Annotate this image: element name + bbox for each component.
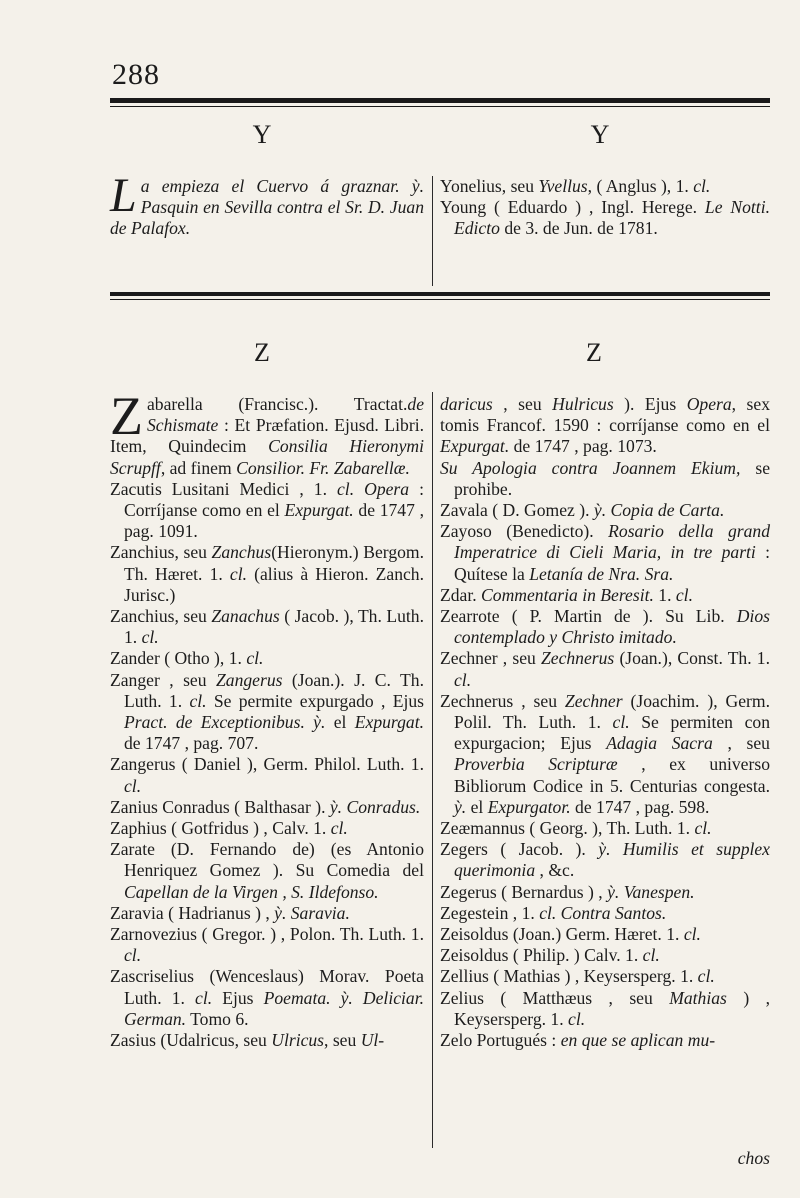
entry-text: el	[325, 712, 355, 733]
top-rule-thin	[110, 106, 770, 107]
index-entry	[440, 585, 770, 606]
italic-text: ỳ. Saravia.	[274, 902, 350, 923]
italic-text: cl.	[683, 924, 701, 945]
entry-text: Zegerus ( Bernardus ) ,	[440, 881, 608, 902]
index-entry	[110, 924, 424, 966]
index-entry	[440, 818, 770, 839]
entry-text: de 3. de Jun. de 1781.	[499, 218, 658, 239]
italic-text: Expurgat.	[440, 436, 510, 457]
section-letter-right-y: Y	[590, 120, 610, 149]
italic-text: Zangerus	[215, 669, 283, 690]
entry-text: Zayoso (Benedicto).	[440, 521, 609, 542]
entry-text: Zanius Conradus ( Balthasar ).	[110, 796, 330, 817]
italic-text: cl.	[612, 712, 630, 733]
section-letter-left-y: Y	[252, 120, 272, 149]
index-entry	[110, 670, 424, 755]
italic-text: cl.	[229, 563, 248, 584]
entry-text: Ejus	[212, 987, 264, 1008]
italic-text: cl.	[141, 627, 159, 648]
index-entry	[440, 458, 770, 500]
italic-text: ỳ. Vanespen.	[607, 881, 695, 902]
index-entry	[440, 394, 770, 458]
italic-text: cl.	[330, 818, 348, 839]
italic-text: Ulricus	[271, 1030, 325, 1051]
index-entry	[440, 988, 770, 1030]
index-entry	[110, 839, 424, 903]
italic-text: cl.	[642, 945, 660, 966]
catchword	[440, 1148, 770, 1169]
index-entry	[440, 648, 770, 690]
index-entry	[110, 542, 424, 606]
drop-cap: L	[110, 169, 137, 222]
entry-text: Zander ( Otho ), 1.	[110, 648, 247, 669]
entry-text: Zegers ( Jacob. ).	[440, 839, 599, 860]
italic-text: cl.	[189, 690, 207, 711]
index-entry	[110, 606, 424, 648]
italic-text: Opera	[686, 394, 732, 414]
italic-text: Mathias	[669, 987, 727, 1008]
italic-text: Letanía de Nra. Sra.	[529, 563, 674, 584]
italic-text: Rosario della grand Imperatrice di Cieli Maria, in tre parti	[454, 521, 770, 563]
italic-text: Su Apologia contra Joannem Ekium,	[440, 457, 741, 478]
entry-text: Zanchius, seu	[110, 606, 212, 627]
catchword-text: chos	[737, 1148, 770, 1168]
middle-rule	[110, 292, 770, 296]
italic-text: cl.	[124, 775, 142, 796]
index-entry	[110, 818, 424, 839]
entry-text: de 1747 , pag. 1073.	[509, 436, 657, 457]
entry-text: ( Jacob. ), Th. Luth. 1.	[124, 606, 424, 648]
entry-text: Zaphius ( Gotfridus ) , Calv. 1.	[110, 818, 331, 839]
italic-text: ỳ. Copia de Carta.	[593, 500, 725, 521]
index-entry	[440, 500, 770, 521]
italic-text: Consilior. Fr. Zabarellæ.	[236, 457, 410, 478]
page-number: 288	[112, 58, 160, 91]
entry-text: , seu	[712, 733, 770, 754]
index-entry	[440, 966, 770, 987]
index-entry	[440, 882, 770, 903]
italic-text: Hulricus	[552, 394, 614, 414]
section-y-right-column	[440, 176, 770, 240]
entry-text: ). Ejus	[613, 394, 687, 414]
entry-text: Zanchius, seu	[110, 542, 212, 563]
italic-text: ỳ. Humilis et supplex querimonia	[454, 839, 770, 881]
italic-text: Expurgator.	[487, 796, 571, 817]
italic-text: Ul-	[360, 1030, 385, 1051]
entry-text: Zegestein , 1.	[440, 902, 540, 923]
entry-text: Se permite expurgado , Ejus	[206, 690, 424, 711]
italic-text: cl.	[124, 945, 142, 966]
italic-text: cl.	[568, 1008, 586, 1029]
italic-text: Expurgat.	[354, 712, 425, 733]
entry-text: Zearrote ( P. Martin de ). Su Lib.	[440, 606, 737, 627]
italic-text: Poemata. ỳ. Deliciar. German.	[124, 987, 425, 1029]
section-z-left-column	[110, 386, 425, 1051]
entry-text: Zaravia ( Hadrianus ) ,	[110, 902, 275, 923]
index-entry	[440, 176, 770, 197]
drop-cap: Z	[110, 386, 143, 446]
entry-text: (Joan.), Const. Th. 1.	[614, 648, 770, 669]
index-entry	[440, 606, 770, 648]
section-z-right-column	[440, 394, 770, 1051]
entry-text: de 1747 , pag. 707.	[124, 733, 259, 754]
column-divider-z	[432, 392, 433, 1148]
italic-text: Dios contemplado y Christo imitado.	[454, 606, 770, 648]
middle-rule-thin	[110, 299, 770, 300]
column-divider-y	[432, 176, 433, 286]
italic-text: cl.	[195, 987, 213, 1008]
entry-text: Zarnovezius ( Gregor. ) , Polon. Th. Luth. 1.	[110, 924, 424, 945]
italic-text: cl.	[675, 584, 693, 605]
entry-text: Zechnerus , seu	[440, 690, 565, 711]
italic-text: Consilia Hieronymi Scrupff	[110, 436, 424, 478]
entry-text: (Hieronym.) Bergom. Th. Hæret. 1.	[124, 542, 424, 584]
italic-text: cl.	[246, 648, 264, 669]
entry-text: (Joachim. ), Germ. Polil. Th. Luth. 1.	[454, 690, 770, 733]
italic-text: daricus	[440, 394, 493, 414]
index-entry	[110, 479, 424, 543]
entry-text: Zechner , seu	[440, 648, 541, 669]
entry-text: : Quítese la	[454, 542, 770, 584]
entry-text: Zeæmannus ( Georg. ), Th. Luth. 1.	[440, 818, 695, 839]
entry-text: , &c.	[535, 860, 575, 881]
entry-text: Zelius ( Matthæus , seu	[440, 987, 670, 1008]
index-entry	[110, 903, 424, 924]
entry-text: de 1747 , pag. 1091.	[124, 500, 424, 542]
entry-text: de 1747 , pag. 598.	[570, 796, 710, 817]
entry-text: , sex tomis Francof. 1590 : corríjanse como en el	[440, 394, 771, 436]
entry-text: Zdar.	[440, 584, 482, 605]
entry-text: se prohibe.	[454, 457, 770, 499]
entry-text: (alius à Hieron. Zanch. Jurisc.)	[124, 563, 425, 605]
entry-text: Yonelius, seu	[440, 176, 539, 196]
entry-text: Zavala ( D. Gomez ).	[440, 500, 594, 521]
entry-text: 1.	[653, 584, 676, 605]
entry-text: , ( Anglus ), 1.	[587, 176, 694, 196]
italic-text: Proverbia Scripturæ	[454, 754, 618, 775]
index-entry	[110, 966, 424, 1030]
italic-text: cl.	[693, 176, 711, 196]
index-entry	[440, 521, 770, 585]
top-rule	[110, 98, 770, 103]
entry-text: Young ( Eduardo ) , Ingl. Herege.	[440, 197, 705, 218]
entry-text: Se permiten con expurgacion; Ejus	[454, 712, 770, 754]
italic-text: Adagia Sacra	[606, 733, 713, 754]
entry-text: Zeisoldus (Joan.) Germ. Hæret. 1.	[440, 924, 684, 945]
index-entry	[110, 797, 424, 818]
italic-text: Expurgat.	[284, 500, 354, 521]
entry-text: abarella (Francisc.). Tractat.	[147, 394, 408, 414]
italic-text: cl.	[454, 669, 472, 690]
italic-text: en que se aplican mu-	[560, 1030, 716, 1051]
entry-text: , ex universo Bibliorum Codice in 5. Centurias congesta.	[454, 754, 770, 796]
entry-text: el	[466, 796, 488, 817]
index-entry	[110, 169, 424, 240]
index-entry	[110, 386, 424, 479]
section-letter-left-z: Z	[254, 338, 270, 367]
italic-text: ỳ. Conradus.	[329, 796, 421, 817]
section-y-left-column	[110, 169, 424, 240]
entry-text: Zelo Portugués :	[440, 1030, 561, 1051]
section-letter-right-z: Z	[586, 338, 602, 367]
italic-text: cl.	[694, 818, 712, 839]
index-entry	[440, 945, 770, 966]
entry-text: : Corríjanse como en el	[124, 478, 424, 521]
italic-text: Zanchus	[211, 542, 272, 563]
index-entry	[440, 839, 770, 881]
entry-text: Zacutis Lusitani Medici , 1.	[110, 478, 337, 499]
entry-text: , seu	[492, 394, 553, 414]
italic-text: ỳ.	[454, 796, 467, 817]
index-entry	[440, 903, 770, 924]
italic-text: de Schismate	[147, 394, 424, 436]
index-entry	[440, 1030, 770, 1051]
entry-text: Zeisoldus ( Philip. ) Calv. 1.	[440, 945, 643, 966]
italic-text: Zechner	[564, 690, 623, 711]
italic-text: Capellan de la Virgen , S. Ildefonso.	[124, 881, 379, 902]
entry-text: Zarate (D. Fernando de) (es Antonio Henriquez Gomez ). Su Comedia del	[110, 839, 424, 881]
entry-text: Zangerus ( Daniel ), Germ. Philol. Luth. 1.	[110, 754, 424, 775]
entry-text: , ad finem	[160, 457, 237, 478]
italic-text: Zechnerus	[540, 648, 615, 669]
entry-text: Zanger , seu	[110, 669, 216, 690]
italic-text: cl. Contra Santos.	[539, 902, 667, 923]
index-entry	[440, 924, 770, 945]
index-entry	[440, 691, 770, 818]
italic-text: cl. Opera	[337, 478, 410, 499]
entry-text: , seu	[324, 1030, 361, 1051]
entry-text: Zellius ( Mathias ) , Keysersperg. 1.	[440, 966, 698, 987]
italic-text: cl.	[697, 966, 715, 987]
entry-text: Tomo 6.	[186, 1008, 249, 1029]
italic-text: Zanachus	[211, 606, 280, 627]
italic-text: Yvellus	[538, 176, 588, 196]
index-entry	[440, 197, 770, 239]
italic-text: Pract. de Exceptionibus. ỳ.	[124, 712, 326, 733]
italic-text: a empieza el Cuervo á graznar. ỳ. Pasquin en Sevilla contra el Sr. D. Juan de Palafox.	[110, 176, 424, 239]
entry-text: Zascriselius (Wenceslaus) Morav. Poeta Luth. 1.	[110, 966, 424, 1008]
entry-text: : Et Præfation. Ejusd. Libri. Item, Quindecim	[110, 415, 424, 457]
italic-text: Le Notti. Edicto	[454, 197, 770, 239]
entry-text: Zasius (Udalricus, seu	[110, 1030, 272, 1051]
index-entry	[110, 648, 424, 669]
entry-text: ) , Keysersperg. 1.	[454, 987, 770, 1029]
index-entry	[110, 754, 424, 796]
entry-text: (Joan.). J. C. Th. Luth. 1.	[124, 669, 424, 711]
italic-text: Commentaria in Beresit.	[481, 584, 654, 605]
index-entry	[110, 1030, 424, 1051]
